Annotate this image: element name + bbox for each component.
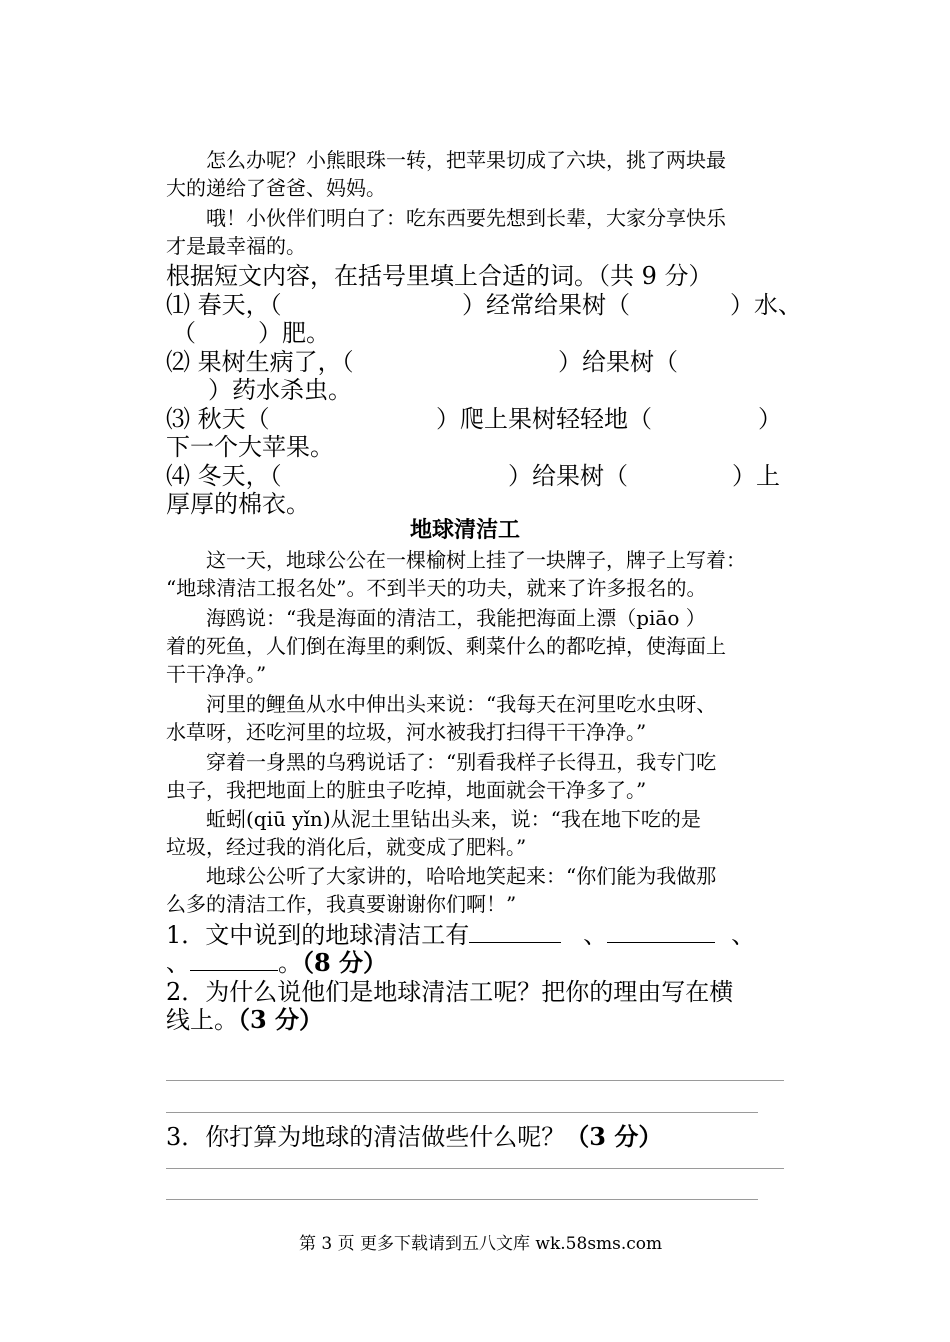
story-line: 着的死鱼，人们倒在海里的剩饭、剩菜什么的都吃掉，使海面上 [166, 634, 726, 658]
question-1-text: 1．文中说到的地球清洁工有 [166, 921, 470, 949]
story-line: 水草呀，还吃河里的垃圾，河水被我打扫得干干净净。” [166, 720, 647, 744]
fill-item-3-part: ）爬上果树轻轻地（ [436, 405, 652, 433]
separator: 、 [583, 921, 608, 949]
separator: 、 [166, 949, 190, 977]
fill-item-1-part: ）肥。 [258, 319, 330, 347]
story-line: “地球清洁工报名处”。不到半天的功夫，就来了许多报名的。 [166, 576, 707, 600]
story-line: 虫子，我把地面上的脏虫子吃掉，地面就会干净多了。” [166, 778, 647, 802]
story-title: 地球清洁工 [410, 517, 521, 543]
fill-item-2-part: ⑵ 果树生病了，（ [166, 348, 354, 376]
answer-line[interactable] [166, 1080, 784, 1081]
paragraph-line: 才是最幸福的。 [166, 234, 306, 258]
question-3-text: 3．你打算为地球的清洁做些什么呢？ [166, 1123, 566, 1151]
fill-item-1-part: ）经常给果树（ [462, 291, 630, 319]
fill-item-4-part: ⑷ 冬天，（ [166, 462, 282, 490]
answer-blank[interactable] [607, 922, 715, 943]
story-line: 干干净净。” [166, 662, 267, 686]
score-label: （3 分） [238, 1005, 324, 1034]
fill-instruction: 根据短文内容，在括号里填上合适的词。（共 9 分） [166, 262, 713, 290]
fill-item-1-part: ⑴ 春天，（ [166, 291, 282, 319]
story-line: 么多的清洁工作，我真要谢谢你们啊！” [166, 892, 517, 916]
story-line: 蚯蚓(qiū yǐn)从泥土里钻出头来，说：“我在地下吃的是 [206, 807, 701, 831]
fill-item-4-part: ）给果树（ [508, 462, 628, 490]
paragraph-line: 大的递给了爸爸、妈妈。 [166, 176, 386, 200]
question-2-cont [166, 1000, 323, 1035]
story-line: 穿着一身黑的乌鸦说话了：“别看我样子长得丑，我专门吃 [206, 750, 717, 774]
answer-blank[interactable] [469, 922, 561, 943]
question-3 [166, 1117, 662, 1152]
paragraph-line: 怎么办呢？小熊眼珠一转，把苹果切成了六块，挑了两块最 [206, 148, 726, 172]
story-line: 河里的鲤鱼从水中伸出头来说：“我每天在河里吃水虫呀、 [206, 692, 717, 716]
fill-item-3-part: 下一个大苹果。 [166, 433, 334, 461]
fill-item-2-part: ）给果树（ [558, 348, 678, 376]
fill-item-1-part: （ [172, 319, 196, 347]
answer-line[interactable] [166, 1199, 758, 1200]
fill-item-4-part: ）上 [732, 462, 780, 490]
story-line: 地球公公听了大家讲的，哈哈地笑起来：“你们能为我做那 [206, 864, 717, 888]
question-2-text: 2．为什么说他们是地球清洁工呢？把你的理由写在横 [166, 978, 734, 1006]
answer-line[interactable] [166, 1168, 784, 1169]
fill-item-1-part: ）水、 [730, 291, 802, 319]
fill-item-3-part: ⑶ 秋天（ [166, 405, 270, 433]
story-line: 海鸥说：“我是海面的清洁工，我能把海面上漂（piāo ） [206, 606, 706, 630]
fill-item-2-part: ）药水杀虫。 [208, 376, 352, 404]
score-label: （8 分） [302, 948, 388, 977]
paragraph-line: 哦！小伙伴们明白了：吃东西要先想到长辈，大家分享快乐 [206, 206, 726, 230]
story-line: 这一天，地球公公在一棵榆树上挂了一块牌子，牌子上写着： [206, 548, 746, 572]
page-footer: 第 3 页 更多下载请到五八文库 wk.58sms.com [299, 1234, 663, 1254]
answer-line[interactable] [166, 1112, 758, 1113]
story-line: 垃圾，经过我的消化后，就变成了肥料。” [166, 835, 527, 859]
question-2-text-end: 线上。 [166, 1006, 238, 1034]
answer-blank[interactable] [190, 950, 278, 971]
fill-item-3-part: ） [758, 405, 782, 433]
fill-item-4-part: 厚厚的棉衣。 [166, 490, 310, 518]
score-label: （3 分） [565, 1122, 663, 1151]
separator: 、 [731, 921, 756, 949]
period: 。 [278, 949, 302, 977]
